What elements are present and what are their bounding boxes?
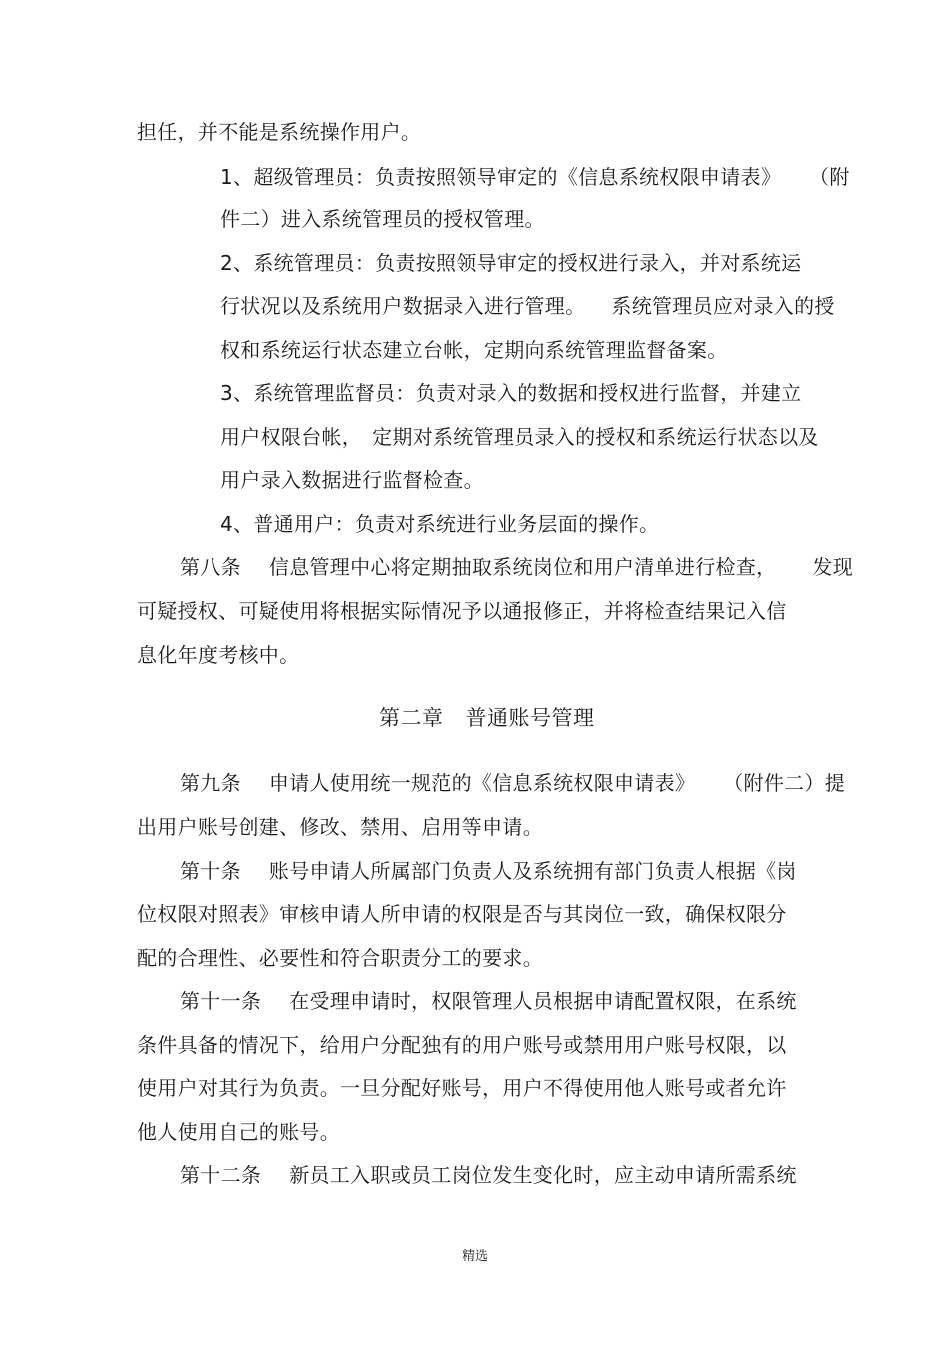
chapter-title: 普通账号管理 <box>465 706 595 730</box>
text-line: 用户录入数据进行监督检查。 <box>220 468 484 492</box>
article-number: 第八条 <box>180 555 241 579</box>
text-segment: （附 <box>809 165 850 189</box>
text-segment: 新员工入职或员工岗位发生变化时，应主动申请所需系统 <box>289 1163 797 1187</box>
text-segment: 1、超级管理员：负责按照领导审定的《信息系统权限申请表》 <box>220 165 782 189</box>
text-line: 息化年度考核中。 <box>137 643 300 667</box>
text-line: 件二）进入系统管理员的授权管理。 <box>220 207 545 231</box>
text-segment: 信息管理中心将定期抽取系统岗位和用户清单进行检查， <box>268 555 777 579</box>
article-number: 第十一条 <box>180 989 262 1013</box>
text-line: 使用户对其行为负责。一旦分配好账号，用户不得使用他人账号或者允许 <box>137 1076 787 1100</box>
text-line: 权和系统运行状态建立台帐，定期向系统管理监督备案。 <box>220 338 728 362</box>
text-line: 2、系统管理员：负责按照领导审定的授权进行录入，并对系统运 <box>220 251 802 275</box>
text-line: 位权限对照表》审核申请人所申请的权限是否与其岗位一致，确保权限分 <box>137 902 787 926</box>
text-segment: 在受理申请时，权限管理人员根据申请配置权限，在系统 <box>289 989 797 1013</box>
text-segment: 发现 <box>812 555 854 579</box>
text-line <box>180 1160 797 1190</box>
chapter-number: 第二章 <box>379 706 444 730</box>
text-line: 出用户账号创建、修改、禁用、启用等申请。 <box>137 815 543 839</box>
text-segment: （附件二）提 <box>723 771 846 795</box>
text-line: 担任，并不能是系统操作用户。 <box>137 120 422 144</box>
text-line <box>180 856 797 886</box>
text-segment: 定期对系统管理员录入的授权和系统运行状态以及 <box>372 425 819 449</box>
text-segment: 用户权限台帐， <box>220 425 363 449</box>
text-segment: 账号申请人所属部门负责人及系统拥有部门负责人根据《岗 <box>268 859 797 883</box>
page-footer: 精选 <box>461 1249 488 1264</box>
text-line: 条件具备的情况下，给用户分配独有的用户账号或禁用用户账号权限，以 <box>137 1033 787 1057</box>
text-line: 配的合理性、必要性和符合职责分工的要求。 <box>137 946 543 970</box>
text-line <box>180 768 845 798</box>
text-line <box>220 162 850 192</box>
text-line: 他人使用自己的账号。 <box>137 1120 340 1144</box>
text-segment: 申请人使用统一规范的《信息系统权限申请表》 <box>268 771 696 795</box>
text-line: 4、普通用户：负责对系统进行业务层面的操作。 <box>220 512 660 536</box>
text-line <box>180 552 853 582</box>
article-number: 第十条 <box>180 859 241 883</box>
text-line: 可疑授权、可疑使用将根据实际情况予以通报修正，并将检查结果记入信 <box>137 599 787 623</box>
text-line <box>220 422 819 452</box>
text-segment: 行状况以及系统用户数据录入进行管理。 <box>220 294 586 318</box>
text-line <box>220 291 835 321</box>
chapter-heading <box>379 703 595 733</box>
text-line: 3、系统管理监督员：负责对录入的数据和授权进行监督，并建立 <box>220 381 802 405</box>
text-line <box>180 986 797 1016</box>
article-number: 第九条 <box>180 771 241 795</box>
text-segment: 系统管理员应对录入的授 <box>611 294 835 318</box>
article-number: 第十二条 <box>180 1163 262 1187</box>
